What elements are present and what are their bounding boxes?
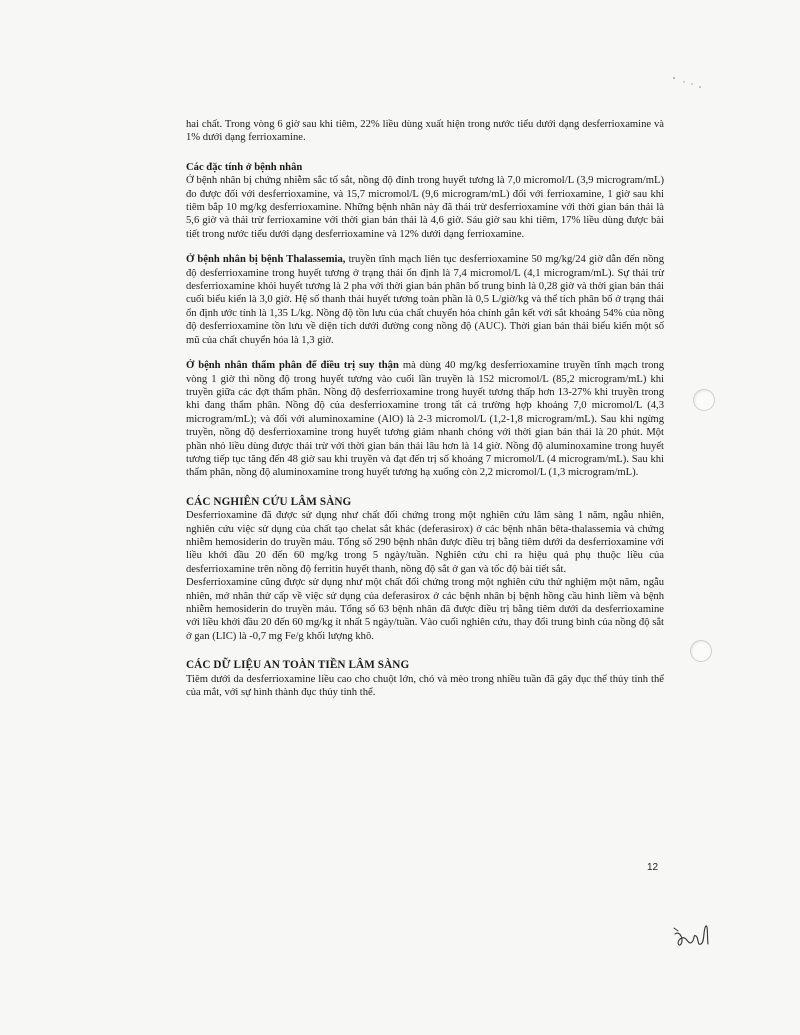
punch-hole-top [693,389,715,411]
clinical-studies-heading: CÁC NGHIÊN CỨU LÂM SÀNG [186,495,352,508]
preclinical-safety-paragraph: Tiêm dưới da desferrioxamine liều cao cho chuột lớn, chó và mèo trong nhiều tuần đã gây đục thể thủy tinh thể của mắt, với sự hình thành đục thủy tinh thể. [186,673,664,699]
clinical-study-paragraph-2: Desferrioxamine cũng được sử dụng như một chất đối chứng trong một nghiên cứu thử nghiệm một năm, ngẫu nhiên, mở nhãn thử cấp về việc sử dụng của deferasirox ở các bệnh nhân bị bệnh hồng cầu hình liềm và bệnh nhiễm hemosiderin do truyền máu. Tổng số 63 bệnh nhân đã được điều trị bằng tiêm dưới da desferrioxamine với liều khởi đầu 20 đến 60 mg/kg ít nhất 5 ngày/tuần. Vào cuối nghiên cứu, thay đổi trung bình của nồng độ sắt ở gan (LIC) là -0,7 mg Fe/g khối lượng khô. [186,577,664,642]
hemochromatosis-paragraph: Ở bệnh nhân bị chứng nhiễm sắc tố sắt, nồng độ đỉnh trong huyết tương là 7,0 micromol/L (3,9 microgram/mL) đo được đối với desferrioxamine, và 15,7 micromol/L (9,6 microgram/mL) đối với ferrioxamine, 1 giờ sau khi tiêm bắp 10 mg/kg desferrioxamine. Những bệnh nhân này đã thải trừ desferrioxamine với thời gian bán thải là 5,6 giờ và thải trừ ferrioxamine với thời gian bán thải là 4,6 giờ. Sáu giờ sau khi tiêm, 17% liều dùng được bài tiết trong nước tiểu dưới dạng desferrioxamine và 12% dưới dạng ferrioxamine. [186,175,664,240]
dialysis-text: mà dùng 40 mg/kg desferrioxamine truyền tĩnh mạch trong vòng 1 giờ thì nồng độ trong huyết tương vào cuối lần truyền là 152 micromol/L (85,2 microgram/mL) khi truyền giữa các đợt thẩm phân. Nồng độ desferrioxamine trong huyết tương thấp hơn 13-27% khi truyền trong khi đang thẩm phân. Nồng độ của desferrioxamine trong tất cả trường hợp khoảng 7,0 micromol/L (4,3 microgram/mL); và đối với aluminoxamine (AlO) là 2-3 micromol/L (1,2-1,8 microgram/mL). Sau khi ngừng truyền, nồng độ desferrioxamine trong huyết tương giảm nhanh chóng với thời gian bán thải là 20 phút. Một phần nhỏ liều dùng được thải trừ với thời gian bán thải lâu hơn là 14 giờ. Nồng độ aluminoxamine trong huyết tương tiếp tục tăng đến 48 giờ sau khi truyền và đạt đến trị số khoảng 7 micromol/L (4 microgram/mL). Sau khi thẩm phân, nồng độ aluminoxamine trong huyết tương hạ xuống còn 2,2 micromol/L (1,3 microgram/mL). [186,360,664,479]
intro-paragraph: hai chất. Trong vòng 6 giờ sau khi tiêm, 22% liều dùng xuất hiện trong nước tiểu dưới dạng desferrioxamine và 1% dưới dạng ferrioxamine. [186,119,664,144]
thalassemia-paragraph [186,253,664,347]
preclinical-safety-heading: CÁC DỮ LIỆU AN TOÀN TIỀN LÂM SÀNG [186,659,410,672]
dialysis-paragraph [186,359,664,480]
clinical-study-paragraph-1: Desferrioxamine đã được sử dụng như chất đối chứng trong một nghiên cứu lâm sàng 1 năm, ngẫu nhiên, nghiên cứu việc sử dụng của chất tạo chelat sắt khác (deferasirox) ở các bệnh nhân bêta-thalassemia và chứng nhiễm hemosiderin do truyền máu. Tổng số 290 bệnh nhân được điều trị bằng tiêm dưới da desferrioxamine với liều khởi đầu 20 đến 60 mg/kg trong 5 ngày/tuần. Nghiên cứu chỉ ra hiệu quả phụ thuộc liều của desferrioxamine trên nồng độ ferritin huyết thanh, nồng độ sắt ở gan và tốc độ bài tiết sắt. [186,510,664,575]
document-body [186,118,664,699]
punch-hole-bottom [690,640,712,662]
dialysis-lead: Ở bệnh nhân thẩm phân để điều trị suy thận [186,360,399,372]
handwritten-initials [672,922,712,954]
patient-characteristics-heading: Các đặc tính ở bệnh nhân [186,161,303,173]
thalassemia-lead: Ở bệnh nhân bị bệnh Thalassemia, [186,254,346,266]
thalassemia-text: truyền tĩnh mạch liên tục desferrioxamine 50 mg/kg/24 giờ dẫn đến nồng độ desferrioxamine trong huyết tương ở trạng thái ổn định là 7,4 micromol/L (4,1 microgram/mL). Sự thải trừ desferrioxamine khỏi huyết tương là 2 pha với thời gian bán phân bố trung bình là 0,28 giờ và thời gian bán thải cuối biểu kiến là 3,0 giờ. Hệ số thanh thải huyết tương toàn phần là 0,5 L/giờ/kg và thể tích phân bố ở trạng thái ổn định ước tính là 1,35 L/kg. Nồng độ tồn lưu của chất chuyển hóa chính gắn kết với sắt khoảng 54% của nồng độ desferrioxamine tồn lưu về diện tích dưới đường cong nồng độ (AUC). Thời gian bán thải biểu kiến một số mũ của chất chuyển hóa là 1,3 giờ. [186,254,664,346]
page-number: 12 [647,862,659,873]
scan-specks [670,72,710,92]
